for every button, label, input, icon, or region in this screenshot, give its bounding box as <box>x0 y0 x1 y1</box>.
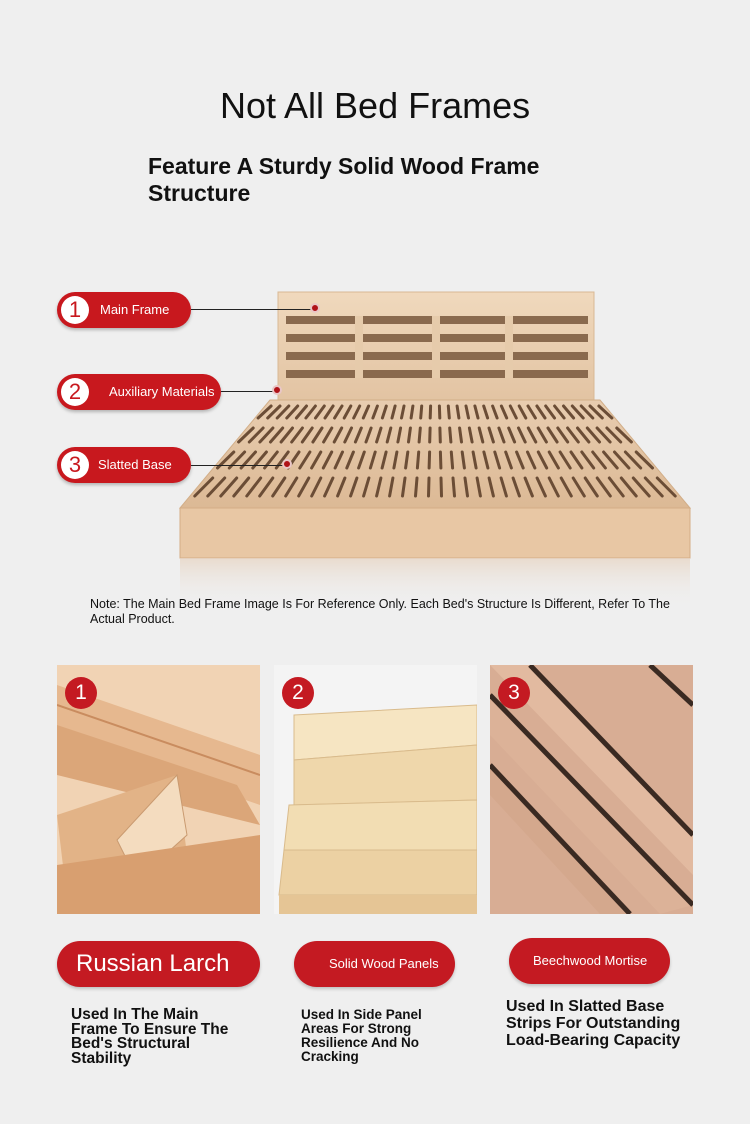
bed-slat <box>453 478 455 496</box>
bed-slat <box>448 406 449 418</box>
bed-slat <box>409 428 411 442</box>
material-image-panels <box>274 665 477 914</box>
bed-slat <box>440 452 441 468</box>
material-number-badge: 2 <box>282 677 314 709</box>
material-desc-beechwood: Used In Slatted Base Strips For Outstanding Load-Bearing Capacity <box>506 998 681 1049</box>
bed-slat <box>441 478 442 496</box>
material-name-larch: Russian Larch <box>57 941 260 987</box>
material-image-larch <box>57 665 260 914</box>
bed-slat <box>457 406 459 418</box>
page-title: Not All Bed Frames <box>220 85 531 126</box>
page-subtitle: Feature A Sturdy Solid Wood Frame Structure <box>148 153 540 206</box>
bed-slat <box>411 406 413 418</box>
marker-dot <box>272 385 282 395</box>
callout-main-frame <box>57 292 191 328</box>
material-name-panels: Solid Wood Panels <box>294 941 455 987</box>
material-desc-larch: Used In The Main Frame To Ensure The Bed's Structural Stability <box>71 1006 229 1067</box>
bed-slat <box>450 428 451 442</box>
callout-number: 3 <box>61 451 89 479</box>
material-desc-panels: Used In Side Panel Areas For Strong Resilience And No Cracking <box>301 1007 422 1064</box>
material-name-beechwood: Beechwood Mortise <box>509 938 670 984</box>
callout-number: 2 <box>61 378 89 406</box>
callout-label: Auxiliary Materials <box>109 384 215 399</box>
bed-slat <box>460 428 462 442</box>
marker-dot <box>282 459 292 469</box>
material-number-badge: 1 <box>65 677 97 709</box>
bed-slat <box>419 428 420 442</box>
material-number-badge: 3 <box>498 677 530 709</box>
callout-number: 1 <box>61 296 89 324</box>
bed-slat <box>417 452 418 468</box>
bed-slat <box>421 406 422 418</box>
bed-slat <box>416 478 418 496</box>
callout-auxiliary-materials <box>57 374 221 410</box>
callout-label: Slatted Base <box>98 457 172 472</box>
marker-dot <box>310 303 320 313</box>
reference-note: Note: The Main Bed Frame Image Is For Reference Only. Each Bed's Structure Is Different, Refer To The Actual Product. <box>90 597 670 626</box>
bed-slat <box>429 478 430 496</box>
bed-slat <box>451 452 452 468</box>
leader-line <box>191 465 285 466</box>
leader-line <box>191 309 315 310</box>
callout-slatted-base <box>57 447 191 483</box>
leader-line <box>221 391 277 392</box>
bed-slat <box>429 452 430 468</box>
material-image-beechwood <box>490 665 693 914</box>
callout-label: Main Frame <box>100 302 170 317</box>
